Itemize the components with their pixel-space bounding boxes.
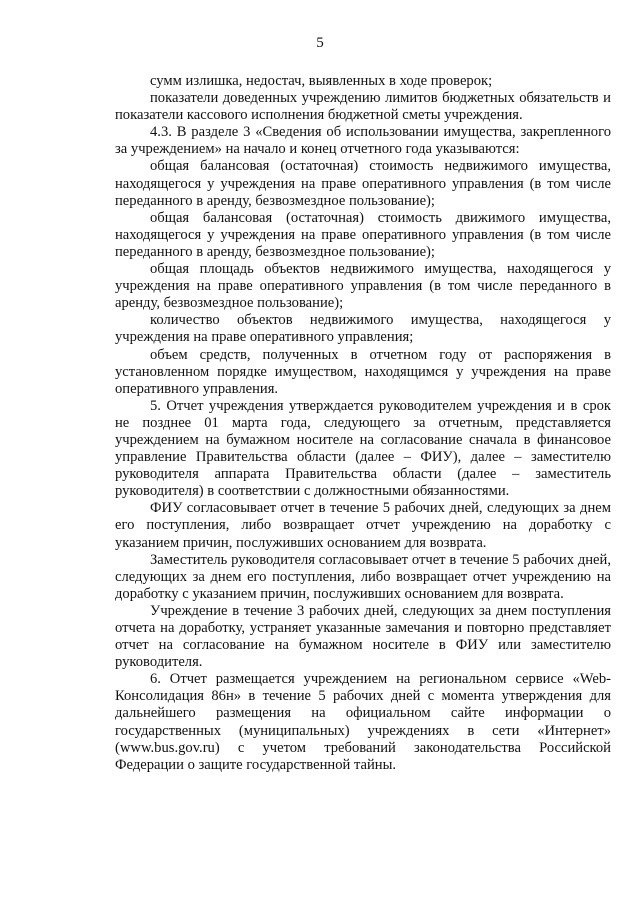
paragraph-item: объем средств, полученных в отчетном году от распоряжения в установленном порядке имуществом, находящимся у учреждения на праве оперативного управления. bbox=[115, 346, 611, 397]
paragraph-item: общая балансовая (остаточная) стоимость недвижимого имущества, находящегося у учреждения на праве оперативного управления (в том числе переданного в аренду, безвозмездное пользование); bbox=[115, 158, 611, 209]
paragraph-section-6: 6. Отчет размещается учреждением на региональном сервисе «Web-Консолидация 86н» в течение 5 рабочих дней с момента утверждения для дальнейшего размещения на официальном сайте информации о государственных (муниципальных) учреждениях в сети «Интернет» (www.bus.gov.ru) с учетом требований законодательства Российской Федерации о защите государственной тайны. bbox=[115, 671, 611, 773]
page-number: 5 bbox=[316, 35, 324, 51]
paragraph-deputy-approval: Заместитель руководителя согласовывает отчет в течение 5 рабочих дней, следующих за днем его поступления, либо возвращает отчет учреждению на доработку с указанием причин, послуживших основанием для возврата. bbox=[115, 551, 611, 602]
paragraph-revision: Учреждение в течение 3 рабочих дней, следующих за днем поступления отчета на доработку, устраняет указанные замечания и повторно представляет отчет на согласование на бумажном носителе в ФИУ или заместителю руководителя. bbox=[115, 602, 611, 671]
paragraph-item: показатели доведенных учреждению лимитов бюджетных обязательств и показатели кассового исполнения бюджетной сметы учреждения. bbox=[115, 90, 611, 124]
paragraph-item: общая балансовая (остаточная) стоимость движимого имущества, находящегося у учреждения на праве оперативного управления (в том числе переданного в аренду, безвозмездное пользование); bbox=[115, 209, 611, 260]
paragraph-item: общая площадь объектов недвижимого имущества, находящегося у учреждения на праве оперативного управления (в том числе переданного в аренду, безвозмездное пользование); bbox=[115, 261, 611, 312]
document-body bbox=[115, 73, 611, 774]
paragraph-fiu-approval: ФИУ согласовывает отчет в течение 5 рабочих дней, следующих за днем его поступления, либо возвращает отчет учреждению на доработку с указанием причин, послуживших основанием для возврата. bbox=[115, 500, 611, 551]
paragraph-item: сумм излишка, недостач, выявленных в ходе проверок; bbox=[150, 73, 493, 89]
paragraph-section-5: 5. Отчет учреждения утверждается руководителем учреждения и в срок не позднее 01 марта года, следующего за отчетным, представляется учреждением на бумажном носителе на согласование сначала в финансовое управление Правительства области (далее – ФИУ), далее – заместителю руководителя аппарата Правительства области (далее – заместитель руководителя) в соответствии с должностными обязанностями. bbox=[115, 397, 611, 500]
paragraph-item: количество объектов недвижимого имущества, находящегося у учреждения на праве оперативного управления; bbox=[115, 312, 611, 346]
paragraph-section-4-3: 4.3. В разделе 3 «Сведения об использовании имущества, закрепленного за учреждением» на начало и конец отчетного года указываются: bbox=[115, 124, 611, 158]
